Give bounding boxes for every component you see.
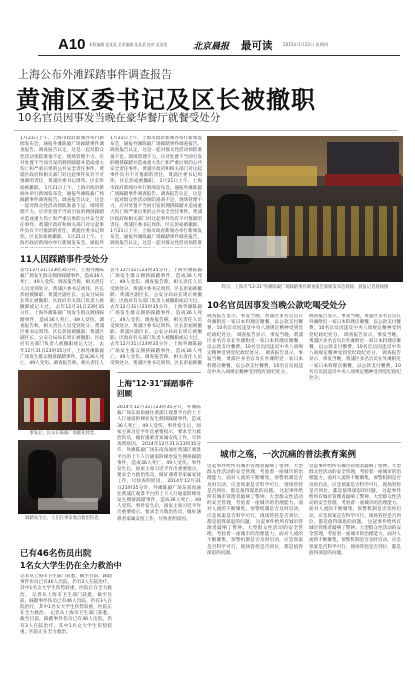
city-rule (207, 442, 401, 443)
section-text-11: 去年12月31日23时35分许，上海外滩陈毅广场发生群众拥挤踩踏事件，造成36人死亡、49人受伤。调查报告称，相关责任人员受到处分。黄浦区委书记周伟、区长彭崧被撤职；黄浦区副区长、公安分局局长周正被撤职；区政府有关部门负责人被撤职或记大过。 去年12月31日23时35分许，上海外滩陈毅广场发生群众拥挤踩踏事件，造成36人死亡、49人受伤。调查报告称，相关责任人员受到处分。黄浦区委书记周伟、区长彭崧被撤职；黄浦区副区长、公安分局局长周正被撤职；区政府有关部门负责人被撤职或记大过。 去年12月31日23时35分许，上海外滩陈毅广场发生群众拥挤踩踏事件，造成36人死亡、49人受伤。调查报告称，相关责任人 (20, 268, 104, 366)
masthead-rule (38, 55, 400, 56)
left-photo-2-caption: 踩踏发生后，人们在事发地点救治伤者。 (25, 516, 103, 521)
section-text-10-cont: 调查报告显示，事发当晚，黄浦区多名官员在外滩附近一家日本料理店聚餐，以公款支付餐费。10名官员因违反中央八项规定精神受到党纪政纪处分。 调查报告显示，事发当晚，黄浦区多名官员在外滩附近一家日本料理店聚餐，以公款支付餐费。10名官员因违反中央八项规定精神受到党纪政纪处分。 调查报告显示，事发当晚，黄浦区多名官员在外滩附近一家日本料理店聚餐，以公款支付餐费。10名官员因违反中央八项规定精神受到党纪政纪处分。 (309, 314, 401, 382)
headline-deck: 10名官员因事发当晚在豪华餐厅就餐受处分 (18, 112, 221, 124)
masthead-tags: 本版编辑 某某某 美术编辑 某某某 校对 某某某 (89, 42, 168, 47)
section-text-10: 调查报告显示，事发当晚，黄浦区多名官员在外滩附近一家日本料理店聚餐，以公款支付餐费。10名官员因违反中央八项规定精神受到党纪政纪处分。 调查报告显示，事发当晚，黄浦区多名官员在外滩附近一家日本料理店聚餐，以公款支付餐费。10名官员因违反中央八项规定精神受到党纪政纪处分。 调查报告显示，事发当晚，黄浦区多名官员在外滩附近一家日本料理店聚餐，以公款支付餐费。10名官员因违反中央八项规定精神受到党纪政纪处分。 (207, 314, 303, 375)
section-text-city: 这起事件给所有城市管理者敲响了警钟。大型群众性活动的安全管理，考验着一座城市的治理能力。面对人流的不断聚集，预警机制是否及时启动，应急预案是否科学可行，现场管控是否到位，都是值得深思的问题。 这起事件给所有城市管理者敲响了警钟。大型群众性活动的安全管理，考验着一座城市的治理能力。面对人流的不断聚集，预警机制是否及时启动，应急预案是否科学可行，现场管控是否到位，都是值得深思的问题。 这起事件给所有城市管理者敲响了警钟。大型群众性活动的安全管理，考验着一座城市的治理能力。面对人流的不断聚集，预警机制是否及时启动，应急预案是否科学可行，现场管控是否到位，都是值得深思的问题。 (207, 464, 303, 556)
main-photo-caption: 昨日，上海市"12·31"外滩陈毅广场踩踏事件调查报告新闻发布会现场。晨报记者现场摄 (221, 285, 389, 290)
left-photo-2 (18, 440, 110, 514)
masthead (0, 32, 415, 56)
review-title: 上海"12·31"踩踏事件回顾 (117, 379, 194, 398)
issue-date: 2015年1月22日 星期四 (283, 42, 329, 47)
page-number: A10 (58, 36, 86, 53)
section-title-11: 11人因踩踏事件受处分 (20, 255, 109, 265)
section-text-city-cont: 这起事件给所有城市管理者敲响了警钟。大型群众性活动的安全管理，考验着一座城市的治理能力。面对人流的不断聚集，预警机制是否及时启动，应急预案是否科学可行，现场管控是否到位，都是值得深思的问题。 这起事件给所有城市管理者敲响了警钟。大型群众性活动的安全管理，考验着一座城市的治理能力。面对人流的不断聚集，预警机制是否及时启动，应急预案是否科学可行，现场管控是否到位，都是值得深思的问题。 这起事件给所有城市管理者敲响了警钟。大型群众性活动的安全管理，考验着一座城市的治理能力。面对人流的不断聚集，预警机制是否及时启动，应急预案是否科学可行，现场管控是否到位，都是值得深思的问题。 (309, 464, 401, 556)
section-name: 最可读 (241, 40, 273, 52)
section-title-10: 10名官员因事发当晚公款吃喝受处分 (207, 301, 347, 311)
headline-kicker: 上海公布外滩踩踏事件调查报告 (18, 68, 172, 81)
section-subtitle-46: 1名女大学生仍在全力救治中 (20, 561, 122, 570)
left-photo-1-caption: 事发后，民众在陈毅广场献花悼念。 (29, 431, 99, 436)
review-text: 2014年12月31日23时35分许，外滩陈毅广场东南角通往黄浦江观景平台的上下人行通道阶梯处发生拥挤踩踏事件，造成36人死亡、49人受伤。事件发生后，国家主席习近平作出重要指示，要求全力救治伤员，做好遇难者家属安抚工作，尽快查明原因。 2014年12月31日23时35分许，外滩陈毅广场东南角通往黄浦江观景平台的上下人行通道阶梯处发生拥挤踩踏事件，造成36人死亡、49人受伤。事件发生后，国家主席习近平作出重要指示，要求全力救治伤员，做好遇难者家属安抚工作，尽快查明原因。 2014年12月31日23时35分许，外滩陈毅广场东南角通往黄浦江观景平台的上下人行通道阶梯处发生拥挤踩踏事件，造成36人死亡、49人受伤。事件发生后，国家主席习近平作出重要指示，要求全力救治伤员，做好遇难者家属安抚工作，尽快查明原因。 (117, 405, 201, 522)
review-box (117, 372, 201, 643)
main-photo (207, 136, 403, 282)
headline-rule (14, 130, 398, 131)
headline-main: 黄浦区委书记及区长被撤职 (16, 86, 316, 114)
lead-paragraph-cont: 1月21日上午，上海市政府新闻办举行新闻发布会，通报外滩陈毅广场踩踏事件调查报告。调查报告认定，这是一起对群众性活动预防准备不足、现场管理不力、应对处置不当而引发的拥挤踩踏并造成重大伤亡和严重后果的公共安全责任事件。黄浦区政府和相关部门对这起事件负有不可推卸的责任，黄浦区委书记周伟、区长彭崧被撤职。 1月21日上午，上海市政府新闻办举行新闻发布会，通报外滩陈毅广场踩踏事件调查报告。调查报告认定，这是一起对群众性活动预防准备不足、现场管理不力、应对处置不当而引发的拥挤踩踏并造成重大伤亡和严重后果的公共安全责任事件。黄浦区政府和相关部门对这起事件负有不可推卸的责任，黄浦区委书记周伟、区长彭崧被撤职。 1月21日上午，上海市政府新闻办举行新闻发布会，通报外滩陈毅广场踩踏事件调查报告。调查报告认定，这是一起对群众性活动预防准 (110, 136, 202, 247)
section-text-46: 记者从上海市卫生部门获悉，截至目前，踩踏事件伤员已有46人出院，仍有3人在院治疗，其中1名女大学生伤势较重，医院正在全力救治。 记者从上海市卫生部门获悉，截至目前，踩踏事件伤员已有46人出院，仍有3人在院治疗，其中1名女大学生伤势较重，医院正在全力救治。 记者从上海市卫生部门获悉，截至目前，踩踏事件伤员已有46人出院，仍有3人在院治疗，其中1名女大学生伤势较重，医院正在全力救治。 (20, 574, 112, 634)
section-title-city: 城市之殇，一次沉痛的普法教育案例 (220, 450, 357, 460)
section-title-46: 已有46名伤员出院 (20, 549, 92, 559)
left-photo-1 (18, 370, 110, 430)
section-text-11-cont: 去年12月31日23时35分许，上海外滩陈毅广场发生群众拥挤踩踏事件，造成36人死亡、49人受伤。调查报告称，相关责任人员受到处分。黄浦区委书记周伟、区长彭崧被撤职；黄浦区副区长、公安分局局长周正被撤职；区政府有关部门负责人被撤职或记大过。 去年12月31日23时35分许，上海外滩陈毅广场发生群众拥挤踩踏事件，造成36人死亡、49人受伤。调查报告称，相关责任人员受到处分。黄浦区委书记周伟、区长彭崧被撤职；黄浦区副区长、公安分局局长周正被撤职；区政府有关部门负责人被撤职或记大过。 去年12月31日23时35分许，上海外滩陈毅广场发生群众拥挤踩踏事件，造成36人死亡、49人受伤。调查报告称，相关责任人员受到处分。黄浦区委书记周伟、区长彭崧被撤 (110, 268, 202, 366)
lead-paragraph: 1月21日上午，上海市政府新闻办举行新闻发布会，通报外滩陈毅广场踩踏事件调查报告。调查报告认定，这是一起对群众性活动预防准备不足、现场管理不力、应对处置不当而引发的拥挤踩踏并造成重大伤亡和严重后果的公共安全责任事件。黄浦区政府和相关部门对这起事件负有不可推卸的责任，黄浦区委书记周伟、区长彭崧被撤职。 1月21日上午，上海市政府新闻办举行新闻发布会，通报外滩陈毅广场踩踏事件调查报告。调查报告认定，这是一起对群众性活动预防准备不足、现场管理不力、应对处置不当而引发的拥挤踩踏并造成重大伤亡和严重后果的公共安全责任事件。黄浦区政府和相关部门对这起事件负有不可推卸的责任，黄浦区委书记周伟、区长彭崧被撤职。 1月21日上午，上海市政府新闻办举行新闻发布会，通报外 (20, 136, 104, 247)
paper-name: 北京晨报 (193, 42, 230, 52)
